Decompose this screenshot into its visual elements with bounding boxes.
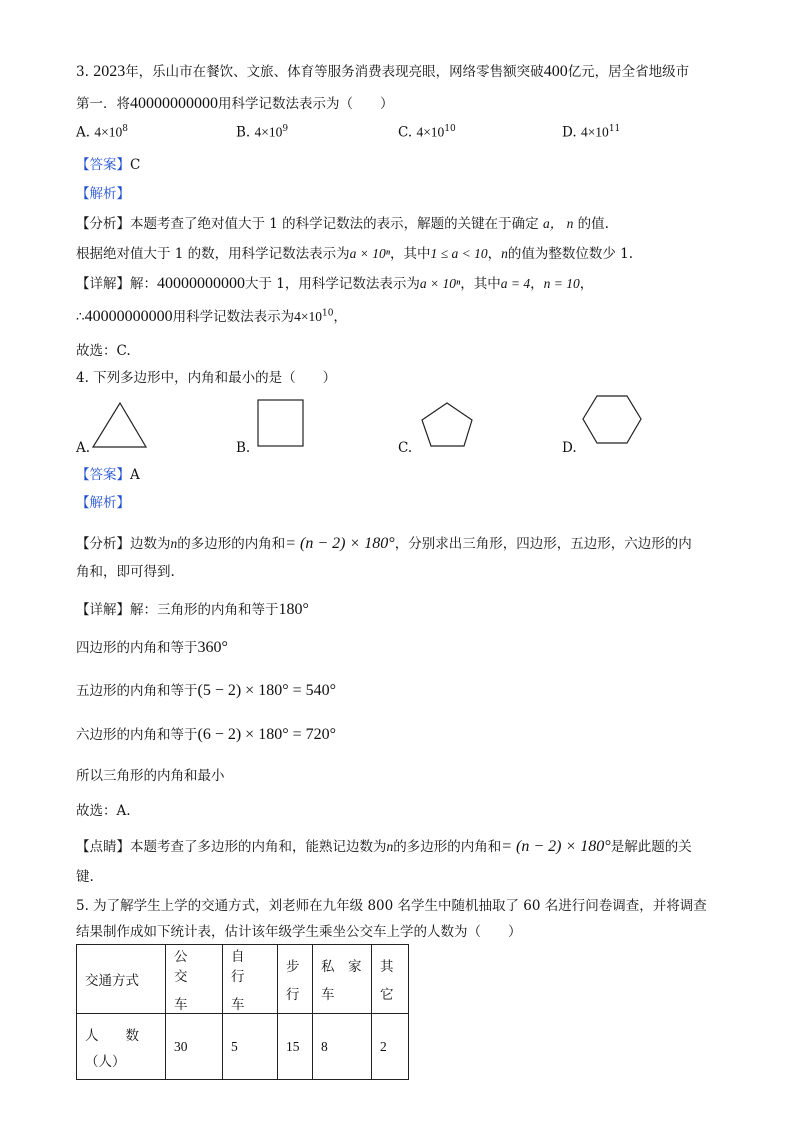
analysis-text: 【分析】本题考查了绝对值大于 1 的科学记数法的表示，解题的关键在于确定 <box>76 216 539 232</box>
header-text: 其 <box>380 959 394 975</box>
conclusion-text: ， <box>333 309 347 325</box>
option-value: 4×10 <box>580 124 609 140</box>
row-label: 人 数 <box>85 1027 139 1044</box>
transport-table <box>76 944 409 1080</box>
option-label: D. <box>562 124 577 141</box>
stem-text: 第一．将 <box>76 96 130 112</box>
table-cell: 5 <box>223 1014 278 1080</box>
header-text: 自 行 <box>231 949 258 985</box>
q3-conclusion <box>76 305 347 326</box>
angle-value: (5 − 2) × 180° = 540° <box>197 682 337 699</box>
comment-text: 【点睛】本题考查了多边形的内角和，能熟记边数为 <box>76 839 387 855</box>
pentagon-shape <box>419 400 479 450</box>
detail-text: 大于 1，用科学记数法表示为 <box>245 276 420 292</box>
angle-value: 360° <box>197 639 228 656</box>
q4-detail-quadrilateral <box>76 636 228 657</box>
formula: = (n − 2) × 180° <box>501 838 611 855</box>
table-cell: 15 <box>278 1014 313 1080</box>
header-text: 步 <box>286 959 300 975</box>
table-header-cell <box>372 945 409 1014</box>
range: 1 ≤ a < 10 <box>430 246 488 261</box>
header-text: 交通方式 <box>85 973 139 989</box>
table-header-cell <box>223 945 278 1014</box>
header-text: 车 <box>231 997 245 1013</box>
big-number: 40000000000 <box>130 95 218 112</box>
comment-text: 的多边形的内角和 <box>393 839 502 855</box>
q3-detail <box>76 272 593 293</box>
table-cell: 30 <box>166 1014 223 1080</box>
analysis-text: 的多边形的内角和 <box>177 536 286 552</box>
variable: n <box>170 536 178 551</box>
exponent: 11 <box>608 124 621 134</box>
q3-option-b <box>236 124 288 141</box>
q3-option-c <box>398 124 456 141</box>
exponent: 8 <box>122 124 128 134</box>
q3-stem-line1 <box>76 60 689 81</box>
table-cell: 2 <box>372 1014 409 1080</box>
amount: 400 <box>543 63 568 80</box>
q4-dianjing-line2: 键. <box>76 869 94 885</box>
table-header-cell <box>77 945 166 1014</box>
question-number: 3. <box>76 64 89 80</box>
analysis-text: 的值. <box>577 216 609 232</box>
option-value: 4×10 <box>254 124 283 140</box>
option-value: 4×10 <box>416 124 445 140</box>
angle-value: (6 − 2) × 180° = 720° <box>197 726 337 743</box>
angle-value: 180° <box>278 601 309 618</box>
conclusion-text: 用科学记数法表示为 <box>172 309 295 325</box>
detail-text: ， <box>579 276 594 292</box>
option-label: B. <box>236 124 251 141</box>
year: 2023 <box>93 63 126 80</box>
table-header-cell <box>313 945 372 1014</box>
rule-text: 根据绝对值大于 1 的数，用科学记数法表示为 <box>76 246 350 262</box>
q4-detail-hexagon <box>76 723 336 744</box>
q3-choose: 故选：C. <box>76 343 131 359</box>
answer-tag: 【答案】 <box>76 467 130 483</box>
variables: a， n <box>542 216 574 231</box>
square-shape <box>256 398 306 448</box>
big-number: 40000000000 <box>157 275 245 292</box>
comment-text: 是解此题的关 <box>610 839 692 855</box>
detail-text: 四边形的内角和等于 <box>76 640 198 656</box>
table-header-row <box>77 945 409 1014</box>
hexagon-shape <box>581 394 643 446</box>
header-text: 车 <box>321 987 335 1003</box>
rule-text: 的值为整数位数少 1. <box>507 246 633 262</box>
option-label: C. <box>398 124 413 141</box>
q3-option-d <box>562 124 620 141</box>
detail-text: ， <box>530 276 544 292</box>
table-header-cell <box>278 945 313 1014</box>
answer-tag: 【答案】 <box>76 157 130 173</box>
detail-text: 【详解】解：三角形的内角和等于 <box>76 602 279 618</box>
option-value: 4×10 <box>94 124 123 140</box>
exponent: 10 <box>444 124 456 134</box>
header-text: 公 交 <box>174 949 201 985</box>
detail-text: 五边形的内角和等于 <box>76 683 198 699</box>
answer-value: C <box>130 157 141 173</box>
q4-choose: 故选：A. <box>76 803 131 819</box>
big-number: 40000000000 <box>84 308 173 325</box>
detail-text: 【详解】解： <box>76 276 157 292</box>
rule-text: ，其中 <box>390 246 431 262</box>
q3-rule <box>76 242 633 262</box>
q4-detail-pentagon <box>76 679 336 700</box>
formula: a × 10ⁿ <box>349 246 391 261</box>
q4-option-c: C. <box>398 440 413 456</box>
q3-fenxi <box>76 212 609 232</box>
option-label: A. <box>76 124 91 141</box>
q3-analysis-tag: 【解析】 <box>76 186 130 202</box>
table-row <box>77 1014 409 1080</box>
header-text: 车 <box>174 997 188 1013</box>
q3-answer <box>76 153 140 173</box>
rule-text: ， <box>487 246 502 262</box>
row-label: （人） <box>85 1053 126 1070</box>
q5-stem-line1: 5. 为了解学生上学的交通方式，刘老师在九年级 800 名学生中随机抽取了 60 名进行问卷调查，并将调查 <box>76 898 707 914</box>
stem-text: 年，乐山市在餐饮、文旅、体育等服务消费表现亮眼，网络零售额突破 <box>125 64 544 80</box>
answer-value: A <box>130 467 140 483</box>
q4-fenxi-line2: 角和，即可得到. <box>76 564 175 580</box>
q4-answer <box>76 463 140 483</box>
formula: a × 10ⁿ <box>419 276 461 291</box>
q4-fenxi <box>76 532 692 553</box>
analysis-text: 【分析】边数为 <box>76 536 171 552</box>
triangle-shape <box>90 400 150 450</box>
detail-text: 六边形的内角和等于 <box>76 727 198 743</box>
stem-text: 用科学记数法表示为（ ） <box>218 96 394 112</box>
q4-dianjing <box>76 835 692 856</box>
q5-stem-line2: 结果制作成如下统计表，估计该年级学生乘坐公交车上学的人数为（ ） <box>76 924 522 940</box>
table-header-cell <box>166 945 223 1014</box>
q4-so: 所以三角形的内角和最小 <box>76 768 225 784</box>
q3-option-a <box>76 124 128 141</box>
result: 4×10 <box>294 309 322 324</box>
a-value: a = 4 <box>500 276 531 291</box>
q4-detail-triangle <box>76 598 309 619</box>
exponent: 10 <box>321 308 334 319</box>
header-text: 行 <box>286 987 300 1003</box>
q4-stem: 4. 下列多边形中，内角和最小的是（ ） <box>76 370 337 386</box>
header-text: 它 <box>380 987 394 1003</box>
q4-option-a: A. <box>76 440 91 456</box>
header-text: 私 家 <box>321 959 362 975</box>
table-cell: 8 <box>313 1014 372 1080</box>
table-row-label <box>77 1014 166 1080</box>
variable: n <box>501 246 508 261</box>
exponent: 9 <box>282 124 289 134</box>
variable: n <box>386 839 394 854</box>
analysis-text: ，分别求出三角形，四边形，五边形，六边形的内 <box>394 536 692 552</box>
q4-analysis-tag: 【解析】 <box>76 495 130 511</box>
detail-text: ，其中 <box>460 276 501 292</box>
therefore-symbol: ∴ <box>76 309 85 325</box>
formula: = (n − 2) × 180° <box>285 535 395 552</box>
n-value: n = 10 <box>543 276 580 291</box>
q4-option-d: D. <box>562 440 577 456</box>
q4-option-b: B. <box>236 440 251 456</box>
q3-stem-line2 <box>76 92 394 113</box>
stem-text: 亿元，居全省地级市 <box>567 64 690 80</box>
